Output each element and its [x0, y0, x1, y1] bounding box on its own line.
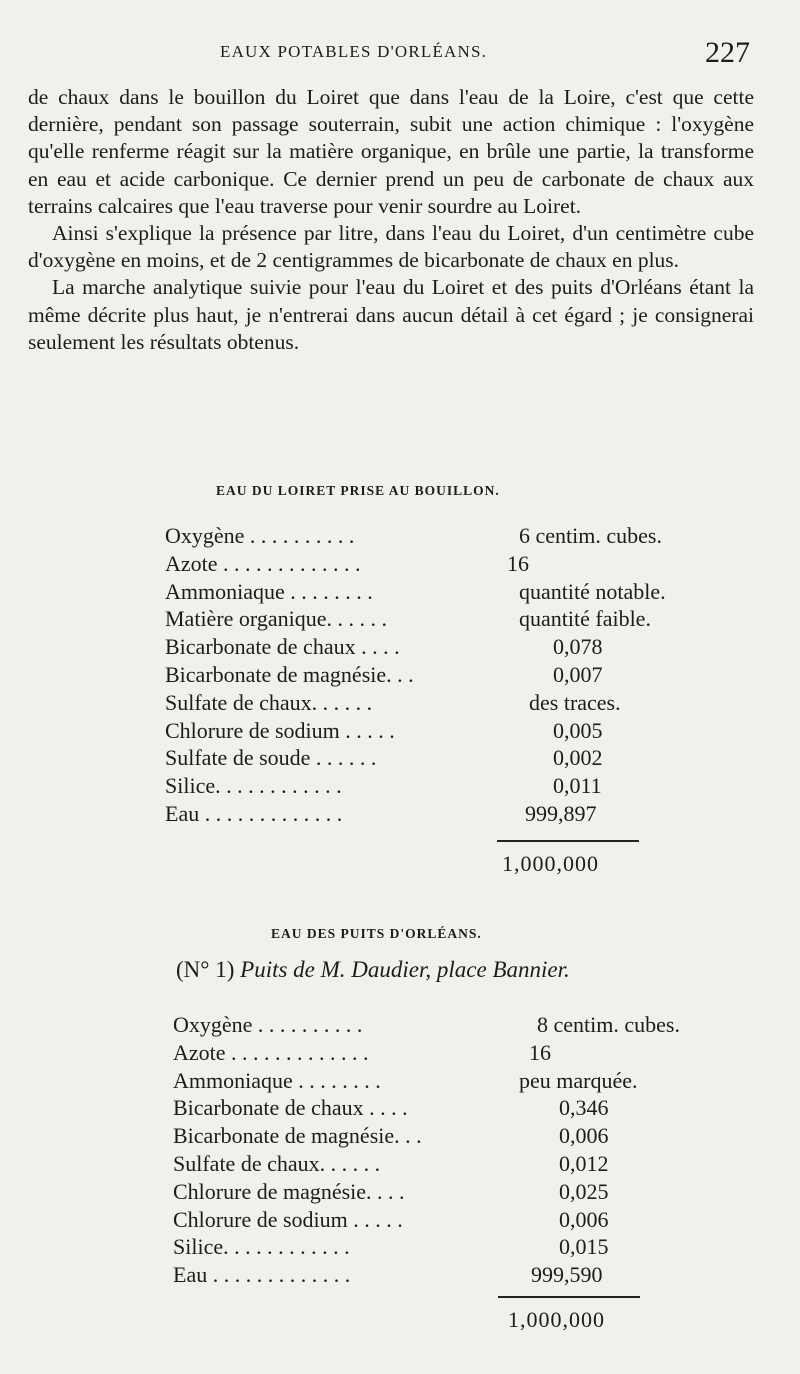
row-name: Eau . . . . . . . . . . . . . [165, 800, 343, 826]
row-value: 999,590 [531, 1262, 603, 1288]
well-subtitle [176, 957, 570, 983]
sum-rule [497, 840, 639, 842]
table-row [173, 1011, 733, 1039]
row-value: 0,005 [553, 717, 603, 743]
paragraph: de chaux dans le bouillon du Loiret que dans l'eau de la Loire, c'est que cette dernière, pendant son passage souterrain, subit une action chimique : l'oxygène qu'elle renferme réagit sur la matière organique, en brûle une partie, la transforme en eau et acide carbonique. Ce dernier prend un peu de carbonate de chaux aux terrains calcaires que l'eau traverse pour venir sourdre au Loiret. [28, 85, 754, 218]
row-name: Eau . . . . . . . . . . . . . [173, 1262, 351, 1288]
analysis-table-puits [173, 1011, 733, 1289]
table-row [173, 1094, 733, 1122]
paragraph: Ainsi s'explique la présence par litre, dans l'eau du Loiret, d'un centimètre cube d'oxygène en moins, et de 2 centigrammes de bicarbonate de chaux en plus. [28, 221, 754, 273]
row-name: Chlorure de sodium . . . . . [173, 1206, 403, 1232]
row-name: Matière organique. . . . . . [165, 606, 387, 632]
row-value: 16 [507, 550, 529, 576]
table-row [173, 1261, 733, 1289]
row-value: 0,346 [559, 1095, 609, 1121]
row-name: Chlorure de magnésie. . . . [173, 1178, 405, 1204]
table-row [165, 744, 725, 772]
row-value: 0,025 [559, 1178, 609, 1204]
row-name: Bicarbonate de chaux . . . . [173, 1095, 408, 1121]
total-value: 1,000,000 [508, 1307, 605, 1332]
table-row [165, 689, 725, 717]
table-row [173, 1233, 733, 1261]
table-row [165, 550, 725, 578]
row-name: Ammoniaque . . . . . . . . [165, 578, 373, 604]
row-value: 0,006 [559, 1206, 609, 1232]
row-value: quantité faible. [519, 606, 651, 632]
sum-rule [498, 1296, 640, 1298]
row-value: 6 centim. cubes. [519, 523, 662, 548]
well-name: Puits de M. Daudier, place Bannier. [240, 957, 570, 982]
body-text [28, 84, 754, 356]
table-row [173, 1122, 733, 1150]
table-row [165, 633, 725, 661]
table-row [165, 661, 725, 689]
row-value: 0,015 [559, 1234, 609, 1260]
row-value: 16 [529, 1039, 551, 1065]
row-name: Silice. . . . . . . . . . . . [173, 1234, 350, 1260]
analysis-table-loiret [165, 522, 725, 828]
row-value: 0,011 [553, 773, 602, 799]
row-name: Sulfate de chaux. . . . . . [165, 689, 373, 715]
well-number: (N° 1) [176, 957, 235, 982]
total-value: 1,000,000 [502, 851, 599, 876]
table-row [173, 1150, 733, 1178]
row-value: peu marquée. [519, 1067, 638, 1093]
table-row [173, 1067, 733, 1095]
row-name: Oxygène . . . . . . . . . . [165, 523, 355, 548]
table-row [165, 522, 725, 550]
table-row [165, 772, 725, 800]
section-title-puits: EAU DES PUITS D'ORLÉANS. [271, 926, 482, 941]
row-value: des traces. [529, 689, 621, 715]
row-name: Bicarbonate de magnésie. . . [173, 1123, 422, 1149]
row-name: Azote . . . . . . . . . . . . . [165, 550, 361, 576]
row-name: Chlorure de sodium . . . . . [165, 717, 395, 743]
table-row [165, 800, 725, 828]
row-value: 0,006 [559, 1123, 609, 1149]
table-row [165, 717, 725, 745]
row-name: Oxygène . . . . . . . . . . [173, 1012, 363, 1037]
row-value: quantité notable. [519, 578, 666, 604]
row-value: 0,007 [553, 661, 603, 687]
table-row [165, 605, 725, 633]
row-value: 999,897 [525, 800, 597, 826]
section-title-loiret: EAU DU LOIRET PRISE AU BOUILLON. [216, 483, 500, 498]
row-name: Sulfate de soude . . . . . . [165, 745, 377, 771]
table-row [173, 1206, 733, 1234]
table-row [173, 1039, 733, 1067]
row-name: Sulfate de chaux. . . . . . [173, 1150, 381, 1176]
row-value: 0,012 [559, 1150, 609, 1176]
row-value: 8 centim. cubes. [537, 1012, 680, 1037]
table-row [173, 1178, 733, 1206]
running-title: EAUX POTABLES D'ORLÉANS. [220, 42, 488, 61]
page-header [30, 36, 750, 80]
paragraph: La marche analytique suivie pour l'eau du Loiret et des puits d'Orléans étant la même décrite plus haut, je n'entrerai dans aucun détail à cet égard ; je consignerai seulement les résultats obtenus. [28, 275, 754, 354]
row-name: Bicarbonate de magnésie. . . [165, 661, 414, 687]
row-value: 0,078 [553, 634, 603, 660]
row-value: 0,002 [553, 745, 603, 771]
page-number: 227 [705, 36, 750, 69]
table-row [165, 578, 725, 606]
row-name: Silice. . . . . . . . . . . . [165, 773, 342, 799]
row-name: Azote . . . . . . . . . . . . . [173, 1039, 369, 1065]
row-name: Ammoniaque . . . . . . . . [173, 1067, 381, 1093]
row-name: Bicarbonate de chaux . . . . [165, 634, 400, 660]
